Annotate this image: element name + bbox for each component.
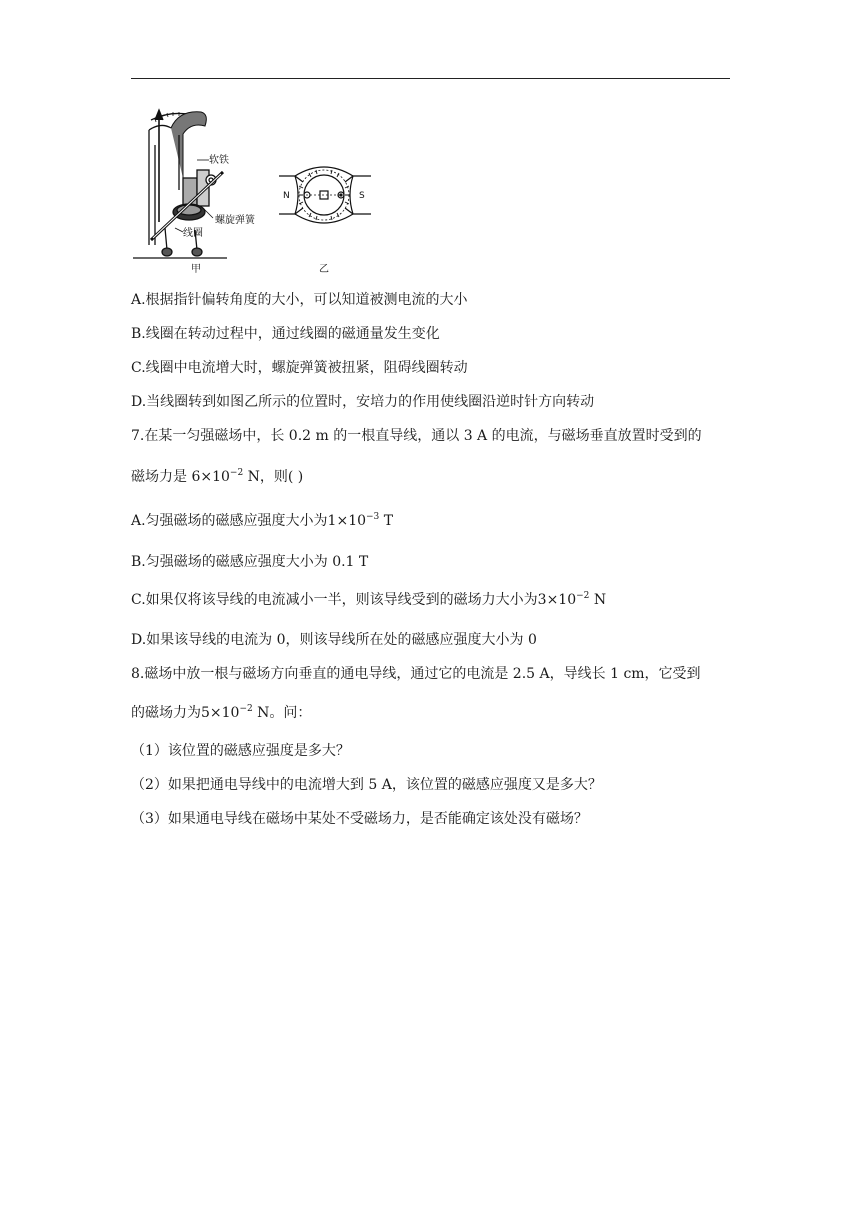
q7-option-c-exp: −2 xyxy=(576,591,590,601)
q6-option-a: A.根据指针偏转角度的大小，可以知道被测电流的大小 xyxy=(131,292,468,308)
n-pole-label: N xyxy=(283,191,290,201)
q6-option-b: B.线圈在转动过程中，通过线圈的磁通量发生变化 xyxy=(131,326,440,342)
coil-label: 线圈 xyxy=(183,228,203,239)
q7-stem-line2 xyxy=(131,467,303,487)
soft-iron-label: 软铁 xyxy=(209,155,229,166)
q7-option-d: D.如果该导线的电流为 0，则该导线所在处的磁感应强度大小为 0 xyxy=(131,632,537,648)
figure-jia-label: 甲 xyxy=(191,264,201,275)
q8-subquestion-2: （2）如果把通电导线中的电流增大到 5 A，该位置的磁感应强度又是多大？ xyxy=(131,777,602,793)
q6-option-c: C.线圈中电流增大时，螺旋弹簧被扭紧，阻碍线圈转动 xyxy=(131,360,468,376)
spiral-spring-label: 螺旋弹簧 xyxy=(215,215,255,226)
q8-stem-line2-post: N。问： xyxy=(252,705,312,721)
q8-stem-line2-pre: 的磁场力为5×10 xyxy=(131,705,240,721)
magnetic-field-cross-section xyxy=(279,167,371,223)
q7-stem-line2-post: N，则( ) xyxy=(243,469,304,485)
galvanometer-figure xyxy=(131,100,391,278)
q8-stem-line1: 8.磁场中放一根与磁场方向垂直的通电导线，通过它的电流是 2.5 A，导线长 1 cm，它受到 xyxy=(131,666,701,682)
q8-stem-line2 xyxy=(131,703,311,723)
q8-stem-line2-exp: −2 xyxy=(239,704,253,714)
q7-stem-line2-exp: −2 xyxy=(229,468,244,478)
s-pole-label: S xyxy=(359,191,365,201)
q7-option-a-post: T xyxy=(379,513,394,529)
q7-option-b: B.匀强磁场的磁感应强度大小为 0.1 T xyxy=(131,554,369,570)
galvanometer-apparatus xyxy=(133,110,227,258)
q7-option-a-exp: −3 xyxy=(366,512,380,522)
q8-subquestion-1: （1）该位置的磁感应强度是多大？ xyxy=(131,743,350,759)
header-rule xyxy=(131,78,730,79)
figure-yi-label: 乙 xyxy=(319,264,329,275)
q7-option-c-pre: C.如果仅将该导线的电流减小一半，则该导线受到的磁场力大小为3×10 xyxy=(131,592,577,608)
q8-subquestion-3: （3）如果通电导线在磁场中某处不受磁场力，是否能确定该处没有磁场？ xyxy=(131,811,588,827)
q7-stem-line2-pre: 磁场力是 6×10 xyxy=(131,469,230,485)
q7-option-a-pre: A.匀强磁场的磁感应强度大小为1×10 xyxy=(131,513,367,529)
q7-option-c xyxy=(131,590,606,610)
q7-option-a xyxy=(131,511,393,531)
q7-stem-line1: 7.在某一匀强磁场中，长 0.2 m 的一根直导线，通以 3 A 的电流，与磁场垂直放置时受到的 xyxy=(131,428,702,444)
q6-option-d: D.当线圈转到如图乙所示的位置时，安培力的作用使线圈沿逆时针方向转动 xyxy=(131,394,595,410)
q7-option-c-post: N xyxy=(589,592,607,608)
